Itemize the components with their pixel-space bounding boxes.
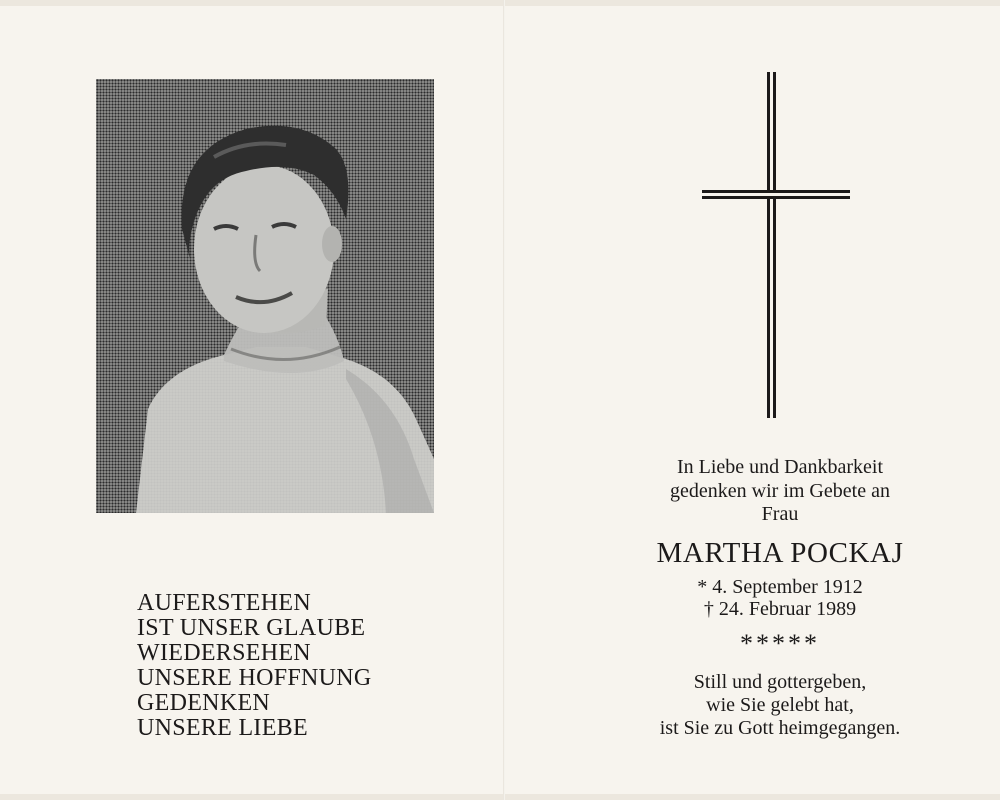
- cross-icon: [700, 72, 852, 427]
- card-edge-bottom: [0, 794, 1000, 800]
- deceased-name: MARTHA POCKAJ: [656, 537, 904, 569]
- intro-line: Frau: [761, 503, 799, 525]
- intro-text: [605, 456, 955, 527]
- closing-saying: [605, 671, 955, 740]
- card-fold: [503, 0, 505, 800]
- portrait-photo: [96, 79, 434, 513]
- verse-line: UNSERE LIEBE: [137, 715, 308, 741]
- death-date: † 24. Februar 1989: [703, 598, 857, 620]
- life-dates: [605, 576, 955, 620]
- star-divider: *****: [740, 629, 820, 658]
- birth-date: * 4. September 1912: [697, 576, 863, 598]
- verse-line: WIEDERSEHEN: [137, 640, 311, 666]
- intro-line: gedenken wir im Gebete an: [670, 479, 890, 502]
- saying-line: Still und gottergeben,: [693, 671, 867, 693]
- portrait-illustration: [96, 79, 434, 513]
- intro-line: In Liebe und Dankbarkeit: [676, 456, 884, 478]
- verse-line: UNSERE HOFFNUNG: [137, 665, 372, 691]
- verse-block: [137, 591, 372, 741]
- card-edge-top: [0, 0, 1000, 6]
- verse-line: AUFERSTEHEN: [137, 590, 311, 616]
- saying-line: ist Sie zu Gott heimgegangen.: [659, 717, 901, 739]
- verse-line: IST UNSER GLAUBE: [137, 615, 366, 641]
- saying-line: wie Sie gelebt hat,: [706, 694, 854, 716]
- verse-line: GEDENKEN: [137, 690, 271, 716]
